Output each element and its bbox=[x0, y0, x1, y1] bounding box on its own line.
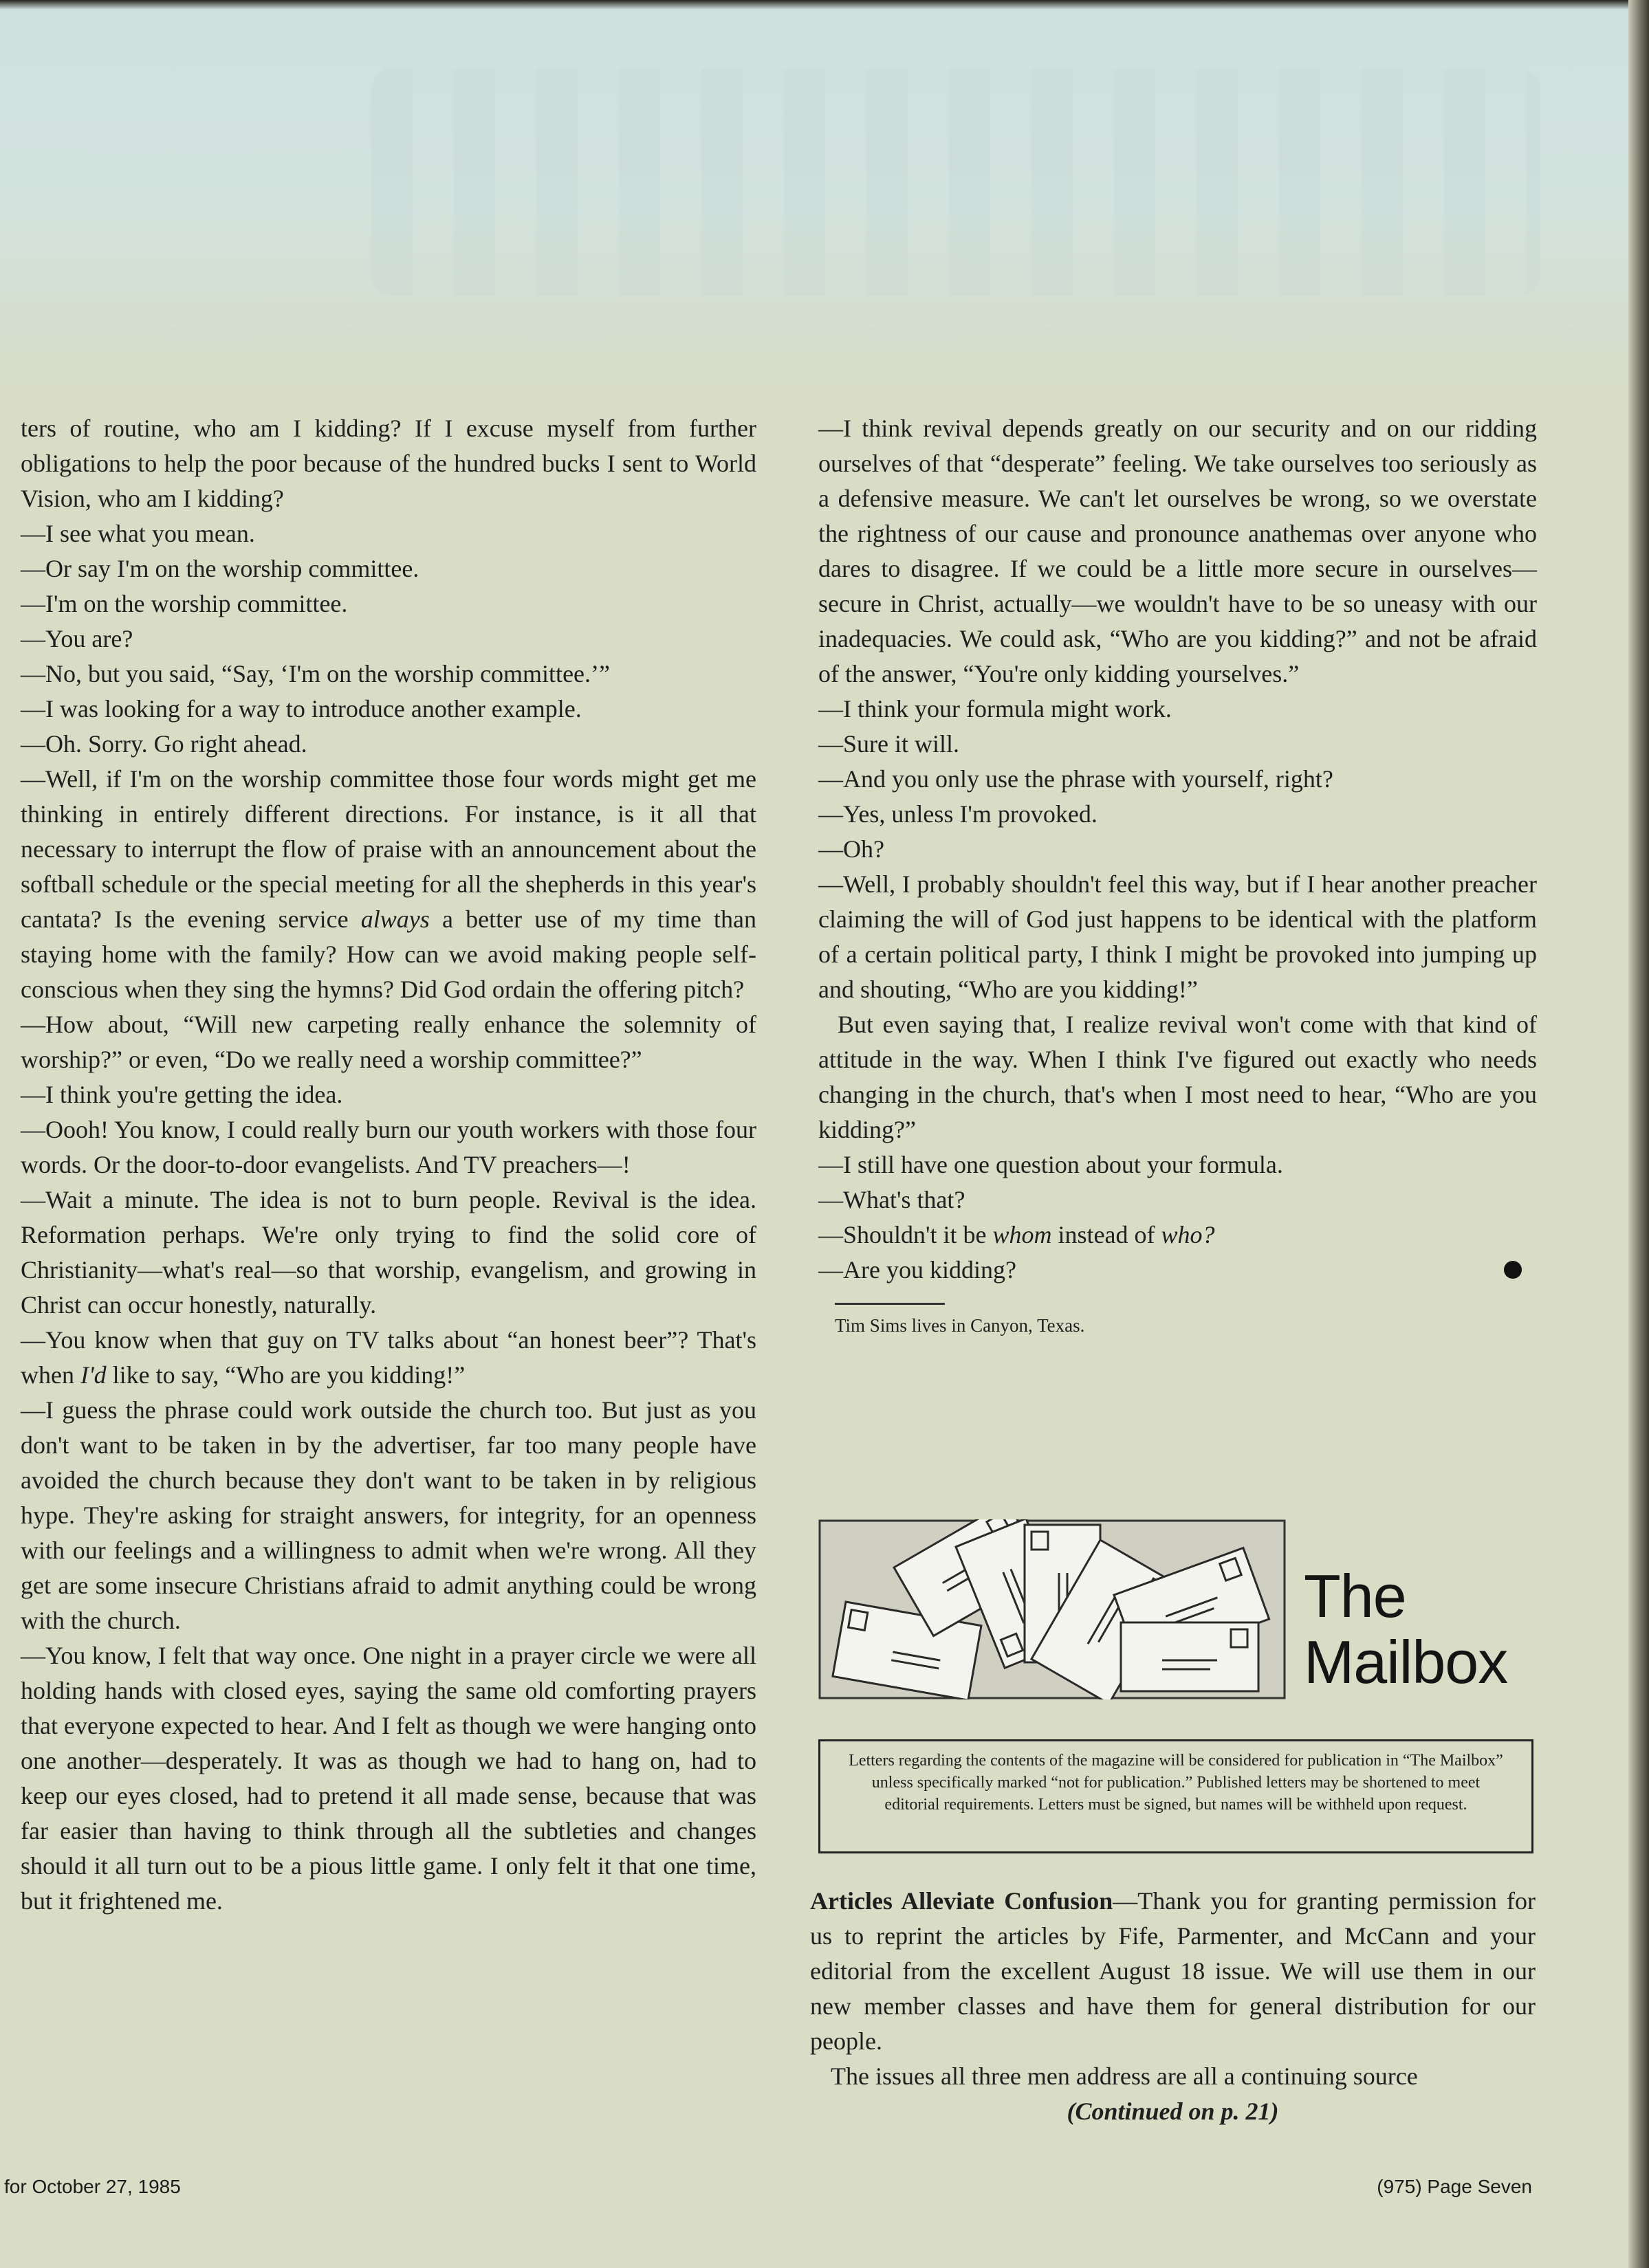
left-column bbox=[21, 411, 756, 1919]
paragraph: —I think your formula might work. bbox=[818, 695, 1172, 723]
letter-paragraph bbox=[810, 1884, 1536, 2059]
paragraph: —Wait a minute. The idea is not to burn people. Revival is the idea. Reformation perhaps. We're only trying to find the solid core of Christianity—what's real—so that worship, evangelism, and growing in Christ can occur honestly, naturally. bbox=[21, 1186, 756, 1319]
paragraph: —No, but you said, “Say, ‘I'm on the worship committee.’” bbox=[21, 660, 610, 687]
mailbox-notice: Letters regarding the contents of the magazine will be considered for publication in “The Mailbox” unless specifically marked “not for publication.” Published letters may be shortened to meet editorial requirements. Letters must be signed, but names will be withheld upon request. bbox=[818, 1739, 1533, 1853]
paragraph: —I guess the phrase could work outside the church too. But just as you don't want to be taken in by the advertiser, far too many people have avoided the church because they don't want to be taken in by religious hype. They're asking for straight answers, for integrity, for an openness with our feelings and a willingness to admit when we're wrong. All they get are some insecure Christians afraid to admit anything could be wrong with the church. bbox=[21, 1396, 756, 1634]
letter-body: —Thank you for granting permission for us to reprint the articles by Fife, Parmenter, and McCann and your editorial from the excellent August 18 issue. We will use them in our new member classes and have them for general distribution for our people. bbox=[810, 1887, 1536, 2055]
mailbox-header bbox=[818, 1519, 1537, 1705]
mailbox-title-line: Mailbox bbox=[1304, 1628, 1508, 1696]
faded-title-graphic bbox=[371, 69, 1540, 296]
paragraph-last bbox=[818, 1253, 1537, 1288]
paragraph: —Well, if I'm on the worship committee those four words might get me thinking in entirely different directions. For instance, is it all that necessary to interrupt the flow of praise with an announcement about the softball schedule or the special meeting for all the shepherds in this year's cantata? Is the evening service always a better use of my time than staying home with the family? How can we avoid making people self-conscious when they sing the hymns? Did God ordain the offering pitch? bbox=[21, 765, 756, 1003]
paragraph: —And you only use the phrase with yourself, right? bbox=[818, 765, 1333, 793]
mailbox-title-line: The bbox=[1304, 1562, 1406, 1630]
paragraph: —Sure it will. bbox=[818, 730, 959, 758]
scan-right-edge bbox=[1628, 0, 1649, 2268]
paragraph: —I was looking for a way to introduce another example. bbox=[21, 695, 582, 723]
paragraph: —I think revival depends greatly on our security and on our ridding ourselves of that “desperate” feeling. We take ourselves too seriously as a defensive measure. We can't let ourselves be wrong, so we overstate the rightness of our cause and pronounce anathemas over anyone who dares to disagree. If we could be a little more secure in ourselves—secure in Christ, actually—we wouldn't have to be so uneasy with our inadequacies. We could ask, “Who are you kidding?” and not be afraid of the answer, “You're only kidding yourselves.” bbox=[818, 415, 1537, 687]
letter-heading: Articles Alleviate Confusion bbox=[810, 1887, 1113, 1915]
paragraph: But even saying that, I realize revival won't come with that kind of attitude in the way. When I think I've figured out exactly who needs changing in the church, that's when I most need to hear, “Who are you kidding?” bbox=[818, 1011, 1537, 1143]
paragraph: —You know, I felt that way once. One night in a prayer circle we were all holding hands with closed eyes, saying the same old comforting prayers that everyone expected to hear. And I felt as though we were hanging onto one another—desperately. It was as though we had to hang on, had to keep our eyes closed, had to pretend it all made sense, because that was far easier than having to think through all the subtleties and changes should it all turn out to be a pious little game. I only felt it that one time, but it frightened me. bbox=[21, 1642, 756, 1915]
paragraph: —I still have one question about your formula. bbox=[818, 1151, 1283, 1178]
continued-note: (Continued on p. 21) bbox=[1067, 2098, 1279, 2125]
paragraph: —Oooh! You know, I could really burn our youth workers with those four words. Or the door-to-door evangelists. And TV preachers—! bbox=[21, 1116, 756, 1178]
header-color-band bbox=[0, 0, 1649, 385]
paragraph: —What's that? bbox=[818, 1186, 965, 1213]
mailbox-title bbox=[1304, 1563, 1507, 1695]
paragraph: ters of routine, who am I kidding? If I excuse myself from further obligations to help the poor because of the hundred bucks I sent to World Vision, who am I kidding? bbox=[21, 415, 756, 512]
paragraph-text: —Are you kidding? bbox=[818, 1256, 1016, 1284]
footer-date: for October 27, 1985 bbox=[4, 2176, 181, 2197]
paragraph: —Well, I probably shouldn't feel this way, but if I hear another preacher claiming the will of God just happens to be identical with the platform of a certain political party, I think I might be provoked into jumping up and shouting, “Who are you kidding!” bbox=[818, 870, 1537, 1003]
author-bio: Tim Sims lives in Canyon, Texas. bbox=[835, 1315, 1085, 1336]
scan-top-edge bbox=[0, 0, 1649, 10]
paragraph: —Yes, unless I'm provoked. bbox=[818, 800, 1097, 828]
paragraph: —How about, “Will new carpeting really enhance the solemnity of worship?” or even, “Do we really need a worship committee?” bbox=[21, 1011, 756, 1073]
bio-divider bbox=[835, 1303, 945, 1305]
right-column bbox=[818, 411, 1537, 1339]
end-mark-icon bbox=[1504, 1261, 1522, 1279]
paragraph: —I think you're getting the idea. bbox=[21, 1081, 343, 1108]
paragraph: —You know when that guy on TV talks about “an honest beer”? That's when I'd like to say, “Who are you kidding!” bbox=[21, 1326, 756, 1389]
paragraph: —You are? bbox=[21, 625, 133, 652]
letter-paragraph: The issues all three men address are all a continuing source bbox=[831, 2062, 1418, 2090]
paragraph: —Shouldn't it be whom instead of who? bbox=[818, 1221, 1215, 1248]
envelopes-illustration-icon bbox=[818, 1519, 1286, 1699]
paragraph: —Oh. Sorry. Go right ahead. bbox=[21, 730, 307, 758]
page-number: (975) Page Seven bbox=[1377, 2176, 1532, 2197]
paragraph: —Oh? bbox=[818, 835, 884, 863]
paragraph: —I'm on the worship committee. bbox=[21, 590, 348, 617]
paragraph: —I see what you mean. bbox=[21, 520, 255, 547]
paragraph: —Or say I'm on the worship committee. bbox=[21, 555, 419, 582]
letter-to-editor bbox=[810, 1884, 1536, 2129]
